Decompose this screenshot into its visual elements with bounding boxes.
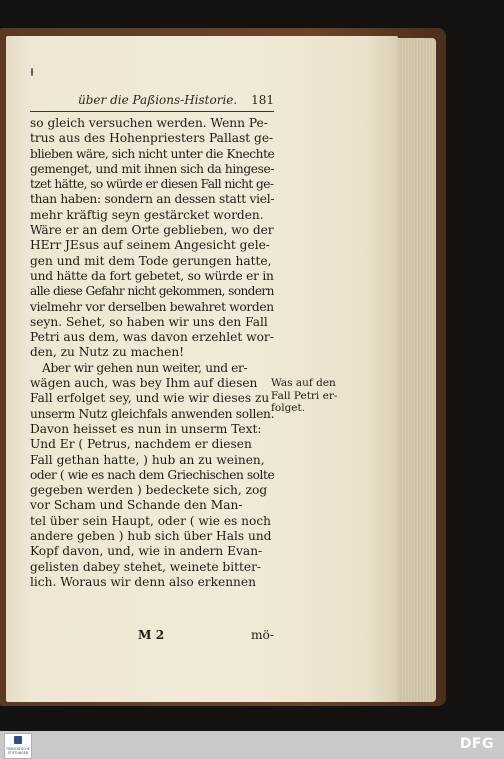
body-text <box>30 116 274 590</box>
margin-note-line: folget. <box>271 402 306 414</box>
logo-line: FRANCKESCHE <box>6 747 30 751</box>
text-line: Davon heisset es nun in unserm Text: <box>30 421 262 436</box>
text-line: gen und mit dem Tode gerungen hatte, <box>30 253 272 268</box>
dfg-logo[interactable]: DFG <box>459 736 494 752</box>
text-line: unserm Nutz gleichfals anwenden sollen. <box>30 406 275 421</box>
text-line: Fall erfolget sey, und wie wir dieses zu <box>30 391 270 406</box>
text-line: than haben: sondern an dessen statt viel- <box>30 192 275 207</box>
text-line: Petri aus dem, was davon erzehlet wor- <box>30 330 274 345</box>
text-line: so gleich versuchen werden. Wenn Pe- <box>30 116 268 130</box>
text-line: blieben wäre, sich nicht unter die Knechte <box>30 146 275 161</box>
text-line: wägen auch, was bey Ihm auf diesen <box>30 376 258 391</box>
catchword: mö- <box>250 628 274 642</box>
margin-note-line: Was auf den <box>271 377 336 389</box>
text-line: Wäre er an dem Orte geblieben, wo der <box>30 223 274 238</box>
margin-note-line: Fall Petri er- <box>271 389 338 402</box>
text-line: Aber wir gehen nun weiter, und er- <box>42 360 248 375</box>
text-line: vielmehr vor derselben bewahret worden <box>30 299 274 314</box>
text-line: gemenget, und mit ihnen sich da hingese- <box>30 161 275 176</box>
text-line: tel über sein Haupt, oder ( wie es noch <box>30 513 272 528</box>
institution-logo[interactable] <box>4 733 32 759</box>
page-edges <box>392 38 436 702</box>
running-header <box>78 90 274 110</box>
text-line: Kopf davon, und, wie in andern Evan- <box>30 544 263 559</box>
text-line: tzet hätte, so würde er diesen Fall nicht ge- <box>30 177 274 192</box>
text-line: andere geben ) hub sich über Hals und <box>30 529 272 544</box>
viewer-footer <box>0 731 504 759</box>
text-line: den, zu Nutz zu machen! <box>30 345 185 360</box>
text-line: oder ( wie es nach dem Griechischen solte <box>30 467 275 482</box>
text-line: gegeben werden ) bedeckete sich, zog <box>30 483 268 498</box>
logo-line: STIFTUNGEN <box>7 751 29 755</box>
text-line: mehr kräftig seyn gestärcket worden. <box>30 207 264 222</box>
margin-note <box>271 377 351 415</box>
signature-mark: M 2 <box>138 628 165 642</box>
page-mark <box>31 68 33 76</box>
text-line: lich. Woraus wir denn also erkennen <box>30 574 256 589</box>
text-line: vor Scham und Schande den Man- <box>30 498 243 513</box>
header-rule <box>30 111 274 112</box>
text-line: trus aus des Hohenpriesters Pallast ge- <box>30 131 274 146</box>
text-line: Und Er ( Petrus, nachdem er diesen <box>30 437 252 452</box>
text-line: und hätte da fort gebetet, so würde er in <box>30 268 274 283</box>
text-line: alle diese Gefahr nicht gekommen, sondern <box>30 284 274 299</box>
text-line: HErr JEsus auf seinem Angesicht gele- <box>30 238 270 253</box>
text-line: gelisten dabey stehet, weinete bitter- <box>30 559 262 574</box>
emblem-icon <box>14 736 22 744</box>
header-title: über die Paßions-Historie. <box>78 93 238 107</box>
text-line: seyn. Sehet, so haben wir uns den Fall <box>30 314 268 329</box>
text-line: Fall gethan hatte, ) hub an zu weinen, <box>30 452 265 467</box>
page-number: 181 <box>251 93 274 107</box>
page-foot <box>30 628 274 644</box>
